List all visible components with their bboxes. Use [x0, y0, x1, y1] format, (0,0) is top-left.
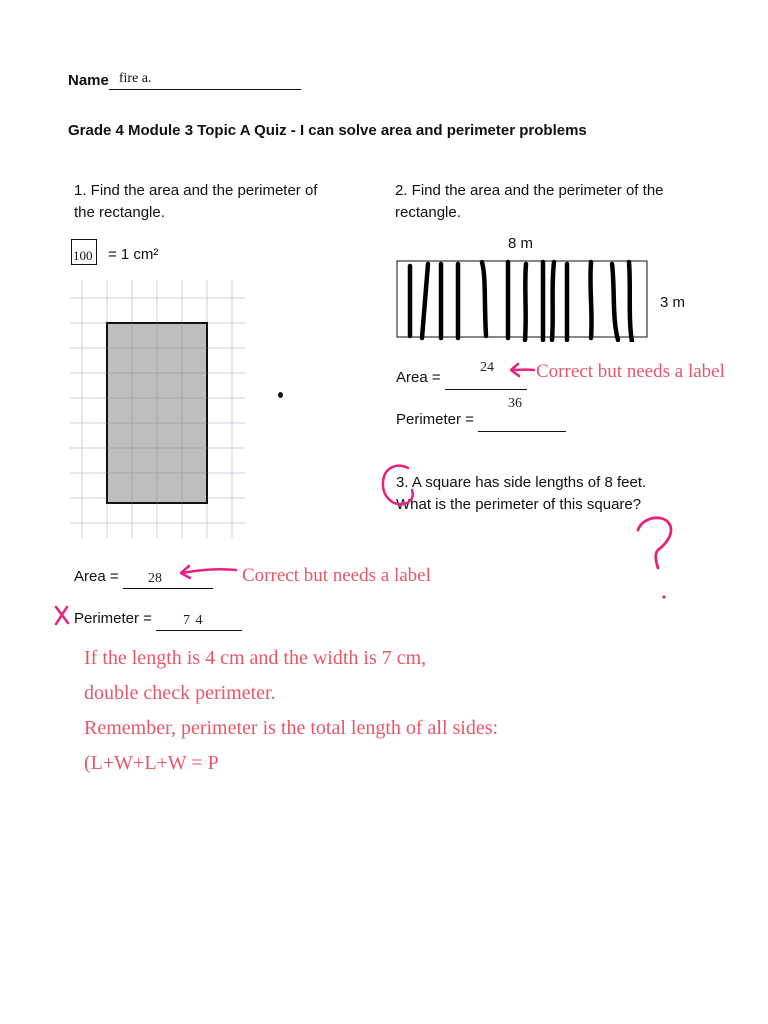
key-text: = 1 cm² [108, 246, 159, 263]
arrow-icon [176, 561, 238, 581]
q2-rectangle [397, 261, 647, 337]
q1-prompt: 1. Find the area and the perimeter of the rectangle. [74, 182, 318, 221]
q2-side-label: 3 m [660, 294, 686, 311]
question-mark-icon [630, 512, 680, 602]
q2-perimeter-blank[interactable] [478, 409, 566, 432]
q1-perimeter-answer: 7 4 [183, 613, 204, 628]
name-value: fire a. [118, 71, 152, 86]
q2-prompt: 2. Find the area and the perimeter of the rectangle. [395, 182, 664, 221]
q2-perimeter-answer: 36 [508, 396, 522, 411]
q1-grid-figure [70, 280, 250, 540]
name-field[interactable] [109, 72, 301, 90]
q2-area-row: Area = [396, 367, 527, 390]
q1-area-comment: Correct but needs a label [242, 565, 431, 586]
q1-area-row: Area = [74, 566, 213, 589]
name-label: Name fire a. [68, 72, 301, 90]
teacher-feedback: If the length is 4 cm and the width is 7 cm, double check perimeter. Remember, perimeter is the total length of all sides: (L+W+L+W = P [84, 647, 499, 774]
stray-mark [278, 392, 283, 398]
key-value: 100 [73, 248, 93, 263]
q2-area-comment: Correct but needs a label [536, 361, 725, 382]
incorrect-x-icon [52, 604, 72, 626]
q1-perimeter-row: Perimeter = [74, 608, 242, 631]
q2-area-answer: 24 [480, 360, 494, 375]
q2-top-label: 8 m [508, 235, 534, 252]
q3-prompt: 3. A square has side lengths of 8 feet. What is the perimeter of this square? [396, 474, 647, 513]
q2-rectangle-figure [396, 258, 650, 342]
circle-mark-icon [378, 460, 418, 510]
q2-perimeter-row: Perimeter = [396, 409, 566, 432]
arrow-icon [508, 360, 536, 380]
q1-area-answer: 28 [148, 571, 162, 586]
quiz-title: Grade 4 Module 3 Topic A Quiz - I can solve area and perimeter problems [68, 122, 587, 139]
hand-drawn-lines [410, 262, 632, 342]
